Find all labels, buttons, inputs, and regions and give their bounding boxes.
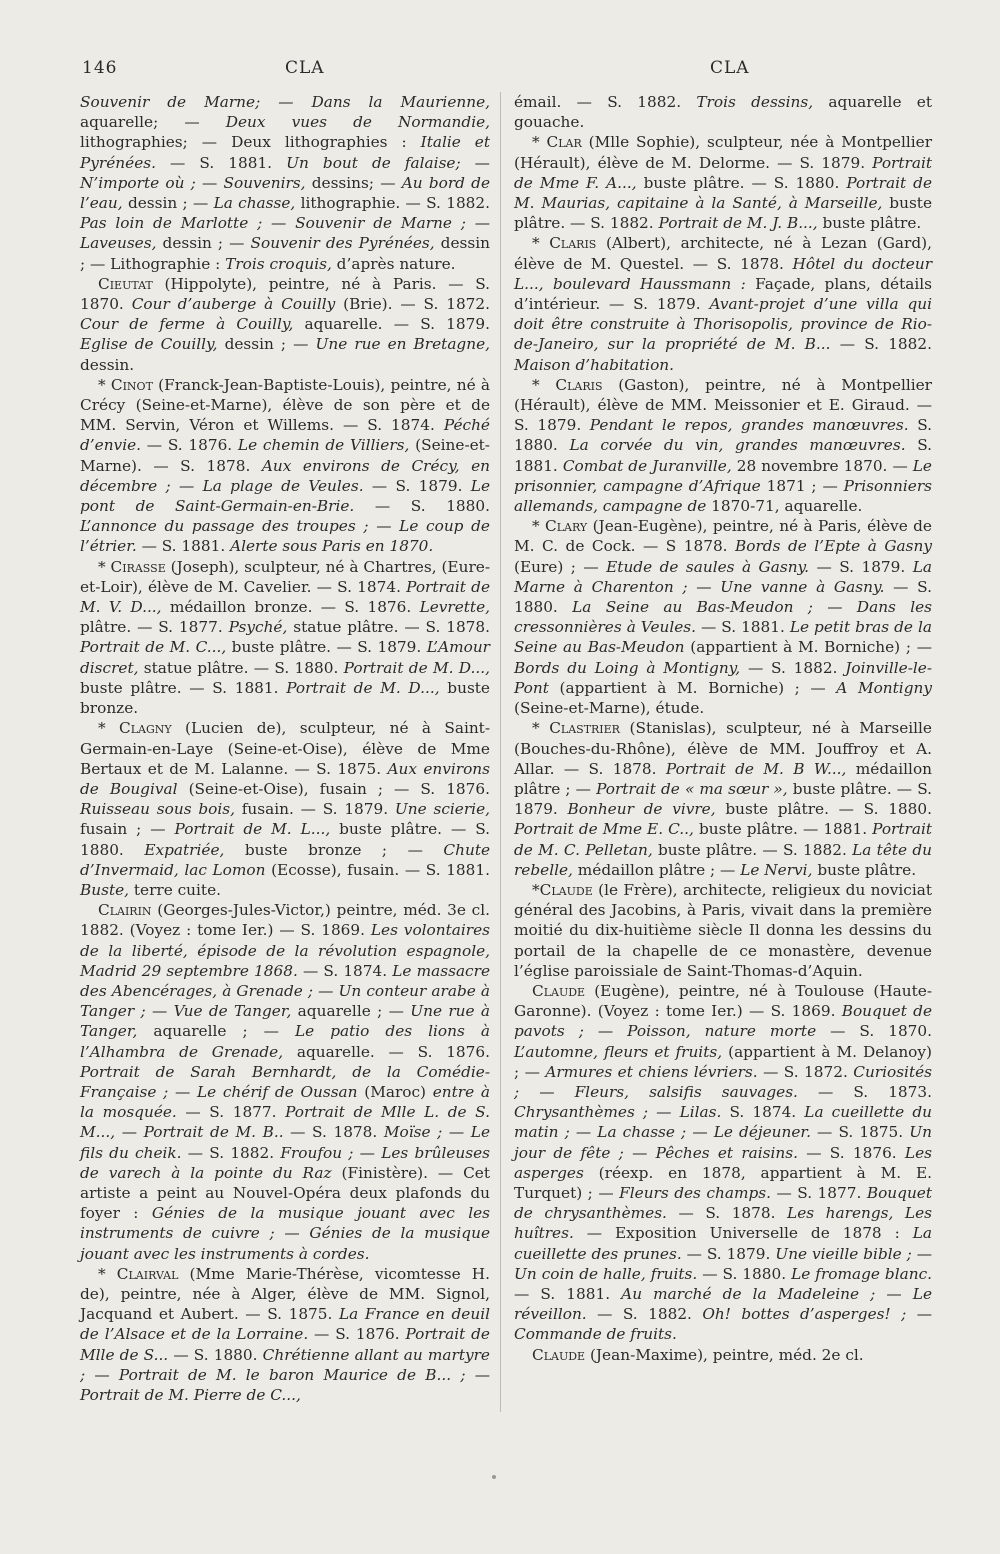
running-head-right: CLA — [710, 58, 750, 78]
entry-text: buste plâtre. — S. 1880. — [80, 820, 490, 859]
entry-name: * Cinot — [98, 375, 153, 394]
work-title: Une scierie, — [394, 800, 490, 819]
entry-text: (Georges-Jules-Victor,) peintre, méd. 3e cl. 1882. (Voyez : tome Ier.) — S. 1869. — [80, 901, 490, 940]
entry-text: statue plâtre. — S. 1880. — [138, 658, 344, 677]
entry-text: aquarelle. — S. 1879. — [293, 315, 490, 334]
work-title: Deux vues de Normandie, — [225, 113, 491, 132]
entry-name: Cieutat — [98, 274, 153, 293]
work-title: La chasse, — [213, 194, 296, 213]
entry-text: — S. 1881. — [696, 618, 790, 637]
work-title: Le massacre des Abencérages, à Grenade ; — Un conteur arabe à Tanger ; — Vue de Tanger, — [80, 961, 490, 1021]
work-title: La cueillette des prunes. — [514, 1224, 932, 1263]
work-title: L’automne, fleurs et fruits, — [514, 1042, 723, 1061]
work-title: Trois croquis, — [225, 254, 332, 273]
work-title: Moïse ; — Le fils du cheik. — [80, 1123, 490, 1162]
work-title: Portrait de Mlle L. de S. M..., — Portrait de M. B.. — [80, 1103, 490, 1142]
entry-text: S. 1880. — [514, 416, 932, 455]
entry-text: aquarelle ; — — [137, 1022, 295, 1041]
entry-text: — S. 1880. — [168, 1345, 263, 1364]
entry-text: — S. 1877. — [176, 1103, 286, 1122]
entry-text: (Finistère). — Cet artiste a peint au Nouvel-Opéra deux plafonds du foyer : — [80, 1163, 490, 1223]
entry-text: — S. 1882. — [181, 1143, 281, 1162]
work-title: Portrait de Sarah Bernhardt, de la Comédie-Française ; — Le chérif de Oussan — [80, 1062, 490, 1101]
entry-name: Claude — [532, 981, 586, 1000]
work-title: Chrysanthèmes ; — Lilas. — [514, 1103, 722, 1122]
entry-text: (appartient à M. Borniche) ; — — [684, 638, 932, 657]
entry-text: lithographies; — Deux lithographies : — [80, 133, 421, 152]
work-title: Fleurs des champs. — [619, 1183, 771, 1202]
entry-text: (appartient à M. Delanoy) ; — — [514, 1042, 933, 1081]
right-column — [514, 92, 932, 1365]
work-title: Expatriée, — [144, 840, 225, 859]
work-title: Hôtel du docteur L..., boulevard Haussmann : — [514, 254, 933, 293]
entry-text: (Eure) ; — — [514, 557, 607, 576]
entry-text: aquarelle. — S. 1876. — [283, 1042, 490, 1061]
entry-text: buste plâtre. — [817, 214, 922, 233]
entry-name: Claude — [532, 1345, 586, 1364]
entry-text: — S. 1878. — [283, 1123, 384, 1142]
work-title: Cour de ferme à Couilly, — [80, 315, 294, 334]
work-title: La cueillette du matin ; — La chasse ; — Le déjeuner. — [514, 1103, 932, 1142]
work-title: Un bout de falaise; — N’importe où ; — [80, 153, 490, 192]
entry-text: (Mlle Sophie), sculpteur, née à Montpellier (Hérault), élève de M. Delorme. — S. 1879. — [514, 133, 932, 172]
work-title: Péché d’envie. — [80, 416, 490, 455]
work-title: La France en deuil de l’Alsace et de la Lorraine. — [80, 1305, 490, 1344]
work-title: Souvenirs, — [223, 173, 306, 192]
entry-text: médaillon plâtre ; — — [572, 860, 741, 879]
entry-text: (Mme Marie-Thérèse, vicomtesse H. de), peintre, née à Alger, élève de MM. Signol, Jacquand et Aubert. — S. 1875. — [80, 1264, 490, 1324]
work-title: entre à la mosquée. — [80, 1082, 490, 1122]
work-title: Alerte sous Paris en 1870. — [230, 537, 434, 556]
entry-text: (Maroc) — [357, 1082, 433, 1101]
entry-text: dessins; — — [305, 173, 402, 192]
work-title: Portrait de M. D..., — [343, 658, 490, 677]
entry-text: — S. 1882. — [586, 1305, 703, 1324]
entry-text: (Jean-Eugène), peintre, né à Paris, élève de M. C. de Cock. — S 1878. — [514, 517, 932, 556]
work-title: Bouquet de pavots ; — Poisson, nature morte — [514, 1002, 932, 1041]
entry-text: d’après nature. — [331, 254, 456, 273]
entry — [514, 516, 932, 718]
work-title: Le fromage blanc. — [791, 1264, 932, 1283]
work-title: Ruisseau sous bois, — [80, 800, 235, 819]
entry-text: buste plâtre. — S. 1881. — [80, 678, 287, 697]
entry-text: — S. 1872. — [757, 1062, 854, 1081]
work-title: Buste, — [80, 880, 130, 899]
work-title: Portrait de M. C..., — [80, 638, 227, 657]
entry-text: dessin ; — — [122, 194, 214, 213]
entry-text: (Seine-et-Marne), étude. — [514, 699, 705, 718]
entry-text: buste plâtre. — S. 1879. — [514, 779, 932, 819]
entry — [80, 557, 490, 719]
work-title: Le pont de Saint-Germain-en-Brie. — [80, 476, 490, 516]
work-title: Trois dessins, — [696, 93, 814, 111]
work-title: Prisonniers allemands, campagne de — [514, 476, 932, 516]
work-title: Les volontaires de la liberté, épisode de la révolution espagnole, Madrid 29 septembre 1868. — [80, 921, 490, 980]
work-title: Les asperges — [514, 1143, 932, 1182]
entry-text: lithographie. — S. 1882. — [295, 194, 491, 213]
entry-name: * Clastrier — [532, 719, 620, 738]
entry-text: aquarelle; — — [80, 113, 226, 132]
entry-text: buste plâtre. — [812, 860, 917, 879]
entry-text: buste plâtre. — S. 1879. — [226, 638, 427, 657]
entry-text: — S. 1877. — [770, 1183, 867, 1202]
entry-text: — S. 1879. — [809, 557, 913, 576]
entry-text: dessin ; — — [217, 335, 316, 354]
entry-text: buste plâtre. — S. 1882. — [514, 194, 932, 233]
work-title: Bords du Loing à Montigny, — [514, 658, 741, 677]
work-title: Cour d’auberge à Couilly — [131, 295, 336, 314]
work-title: Portrait de M. J. B..., — [658, 214, 818, 233]
entry-text: (Brie). — S. 1872. — [335, 295, 490, 314]
entry-text: buste bronze ; — — [224, 840, 444, 859]
work-title: Le Nervi, — [740, 860, 813, 879]
work-title: Psyché, — [228, 618, 288, 637]
work-title: Pas loin de Marlotte ; — Souvenir de Marne ; — Laveuses, — [80, 214, 490, 253]
work-title: Bouquet de chrysanthèmes. — [514, 1183, 933, 1223]
entry-text: médaillon bronze. — S. 1876. — [161, 598, 420, 617]
work-title: Une vieille bible ; — Un coin de halle, fruits. — [514, 1244, 933, 1283]
entry — [80, 375, 490, 557]
work-title: Portrait de M. L..., — [174, 820, 331, 839]
page-number: 146 — [82, 58, 118, 78]
entry — [80, 900, 490, 1264]
work-title: Etude de saules à Gasny. — [606, 557, 810, 576]
entry-name: * Claris — [532, 234, 597, 253]
work-title: Le patio des lions à l’Alhambra de Grenade, — [80, 1022, 490, 1061]
work-title: Au bord de l’eau, — [80, 173, 491, 213]
work-title: Joinville-le-Pont — [514, 658, 932, 697]
work-title: Au marché de la Madeleine ; — Le réveillon. — [514, 1284, 933, 1324]
entry-text: (Jean-Maxime), peintre, méd. 2e cl. — [585, 1345, 864, 1364]
entry — [514, 233, 932, 374]
entry-text: (appartient à M. Borniche) ; — — [548, 678, 837, 697]
running-head-left: CLA — [285, 58, 325, 78]
entry-text: buste plâtre. — S. 1880. — [636, 173, 847, 192]
work-title: Aux environs de Crécy, en décembre ; — La plage de Veules. — [80, 456, 491, 495]
work-title: Bords de l’Epte à Gasny — [735, 537, 932, 556]
work-title: Oh! bottes d’asperges! ; — Commande de fruits. — [514, 1305, 932, 1344]
entry-text: — S. 1870. — [816, 1022, 932, 1041]
entry-text: (Seine-et-Marne). — S. 1878. — [80, 436, 490, 475]
entry-text: S. 1881. — [514, 436, 932, 475]
work-title: Bonheur de vivre, — [567, 800, 716, 819]
work-title: Une rue à Tanger, — [80, 1002, 490, 1041]
work-title: La corvée du vin, grandes manœuvres. — [569, 436, 906, 455]
entry-text: statue plâtre. — S. 1878. — [287, 618, 491, 637]
entry-text: (réexp. en 1878, appartient à M. E. Turquet) ; — — [514, 1163, 932, 1202]
work-title: Portrait de M. D..., — [286, 678, 440, 697]
entry-text: (Gaston), peintre, né à Montpellier (Hérault), élève de MM. Meissonier et E. Giraud. — S. 1879. — [514, 375, 932, 435]
work-title: Portrait de M. Maurias, capitaine à la Santé, à Marseille, — [514, 173, 932, 213]
entry-name: * Clagny — [98, 719, 172, 738]
entry-name: * Clary — [532, 517, 588, 536]
entry-text: — S. 1873. — [797, 1082, 932, 1101]
entry-text: (Joseph), sculpteur, né à Chartres, (Eure-et-Loir), élève de M. Cavelier. — S. 1874. — [80, 557, 490, 596]
entry-name: * Clairval — [98, 1264, 179, 1283]
work-title: Maison d’habitation. — [514, 355, 674, 374]
entry-text: — S. 1879. — [363, 476, 471, 495]
work-title: Un jour de fête ; — Pêches et raisins. — [514, 1123, 932, 1162]
entry-text: — S. 1876. — [141, 436, 238, 455]
work-title: A Montigny — [836, 678, 932, 697]
entry-text: fusain ; — — [80, 820, 175, 839]
work-title: Aux environs de Bougival — [80, 759, 490, 798]
work-title: Chute d’Invermaid, lac Lomon — [80, 840, 491, 879]
work-title: La tête du rebelle, — [514, 840, 932, 879]
entry — [80, 92, 490, 274]
entry-text: S. 1874. — [721, 1103, 805, 1122]
entry-text: (Albert), architecte, né à Lezan (Gard), élève de M. Questel. — S. 1878. — [514, 234, 932, 273]
entry — [514, 375, 932, 516]
entry-text: — S. 1882. — [740, 658, 846, 677]
work-title: Portrait de Mme F. A..., — [514, 153, 932, 192]
entry-text: — S. 1881. — [155, 153, 287, 172]
entry-text: dessin ; — — [156, 234, 251, 253]
entry — [514, 718, 932, 880]
entry-text: (Hippolyte), peintre, né à Paris. — S. 1870. — [80, 274, 490, 314]
entry-text: — S. 1879. — [681, 1244, 776, 1263]
work-title: Italie et Pyrénées. — [80, 133, 490, 172]
work-title: Portrait de M. C. Pelletan, — [514, 820, 932, 859]
work-title: Portrait de Mme E. C.., — [514, 820, 694, 839]
left-column — [80, 92, 490, 1405]
entry-text: — S. 1882. — [830, 335, 932, 354]
entry — [80, 718, 490, 900]
entry-text: — S. 1880. — [697, 1264, 792, 1283]
entry-text: (Eugène), peintre, né à Toulouse (Haute-Garonne). (Voyez : tome Ier.) — S. 1869. — [514, 981, 932, 1021]
entry-text: (Seine-et-Oise), fusain ; — S. 1876. — [177, 779, 490, 798]
entry-text: — S. 1875. — [810, 1123, 910, 1142]
work-title: Combat de Juranville, — [562, 456, 732, 475]
work-title: Portrait de M. V. D..., — [80, 577, 490, 617]
entry-text: (Stanislas), sculpteur, né à Marseille (Bouches-du-Rhône), élève de MM. Jouffroy et A. Allar. — S. 1878. — [514, 719, 932, 778]
entry-name: * Claris — [532, 375, 603, 394]
entry-text: émail. — S. 1882. — [514, 93, 697, 111]
entry-text: terre cuite. — [129, 880, 221, 899]
column-divider — [500, 92, 501, 1412]
entry-name: * Clar — [532, 133, 582, 152]
entry-text: plâtre. — S. 1877. — [80, 618, 229, 637]
entry-text: — S. 1880. — [514, 577, 932, 617]
work-title: Portrait de Mlle de S... — [80, 1325, 490, 1364]
entry-text: buste plâtre. — S. 1882. — [652, 840, 853, 859]
entry-text: 28 novembre 1870. — — [731, 456, 913, 475]
work-title: Le chemin de Villiers, — [237, 436, 410, 455]
work-title: Les harengs, Les huîtres. — [514, 1204, 932, 1243]
entry-text: Façade, plans, détails d’intérieur. — S. 1879. — [514, 274, 932, 314]
entry-text: (Ecosse), fusain. — S. 1881. — [265, 860, 490, 879]
work-title: Chrétienne allant au martyre ; — Portrait de M. le baron Maurice de B... ; — Portrait de M. Pierre de C..., — [80, 1345, 490, 1404]
entry-text: buste bronze. — [80, 678, 490, 718]
work-title: Portrait de M. B W..., — [665, 759, 847, 778]
entry — [80, 1264, 490, 1405]
entry-name: * Cirasse — [98, 557, 166, 576]
work-title: L’Amour discret, — [80, 638, 490, 677]
work-title: Eglise de Couilly, — [80, 335, 218, 354]
work-title: Souvenir de Marne; — Dans la Maurienne, — [80, 93, 490, 111]
work-title: Curiosités ; — Fleurs, salsifis sauvages. — [514, 1062, 932, 1101]
work-title: Pendant le repos, grandes manœuvres. — [589, 416, 909, 435]
work-title: Souvenir des Pyrénées, — [250, 234, 435, 253]
work-title: La Marne à Charenton ; — Une vanne à Gasny. — [514, 557, 932, 596]
entry-text: médaillon plâtre ; — — [514, 759, 933, 798]
work-title: Armures et chiens lévriers. — [545, 1062, 758, 1081]
entry-text: — S. 1880. — [354, 497, 490, 516]
work-title: Génies de la musique jouant avec les instruments de cuivre ; — Génies de la musique jouant avec les instruments à cordes. — [80, 1204, 490, 1263]
entry — [514, 1345, 932, 1365]
entry-text: 1870-71, aquarelle. — [706, 497, 863, 516]
entry-text: buste plâtre. — 1881. — [693, 820, 873, 839]
entry-text: fusain. — S. 1879. — [234, 800, 395, 819]
entry-text: (Franck-Jean-Baptiste-Louis), peintre, né à Crécy (Seine-et-Marne), élève de son père et de MM. Servin, Véron et Willems. — S. 1874. — [80, 375, 490, 435]
entry-text: aquarelle ; — — [291, 1002, 411, 1021]
entry-text: — S. 1881. — [514, 1284, 622, 1303]
work-title: Avant-projet d’une villa qui doit être construite à Thorisopolis, province de Rio-de-Janeiro, sur la propriété de M. B... — [514, 295, 932, 354]
entry-text: dessin ; — Lithographie : — [80, 234, 490, 273]
entry-text: — S. 1876. — [797, 1143, 905, 1162]
entry-text: — S. 1881. — [136, 537, 231, 556]
entry-text: (le Frère), architecte, religieux du noviciat général des Jacobins, à Paris, vivait dans la première moitié du dix-huitième siècle Il donna les dessins du portail de la chapelle de ce monastère, devenue l’église paroissiale de Saint-Thomas-d’Aquin. — [514, 880, 932, 980]
entry-text: — S. 1876. — [308, 1325, 406, 1344]
entry-text: — S. 1878. — [666, 1204, 788, 1223]
entry — [514, 880, 932, 981]
entry-text: buste plâtre. — S. 1880. — [715, 800, 932, 819]
work-title: Le petit bras de la Seine au Bas-Meudon — [514, 618, 932, 657]
entry-text: 1871 ; — — [760, 476, 844, 495]
entry-name: Clairin — [98, 901, 152, 920]
entry — [80, 274, 490, 375]
ink-speck — [492, 1475, 496, 1479]
work-title: La Seine au Bas-Meudon ; — Dans les cressonnières à Veules. — [514, 598, 933, 637]
entry-text: — Exposition Universelle de 1878 : — [573, 1224, 913, 1243]
entry — [514, 981, 932, 1345]
entry-text: — S. 1874. — [297, 961, 393, 980]
entry-text: aquarelle et gouache. — [514, 93, 932, 132]
work-title: Froufou ; — Les brûleuses de varech à la pointe du Raz — [80, 1143, 490, 1182]
entry-text: — — [195, 173, 224, 192]
work-title: Le prisonnier, campagne d’Afrique — [514, 456, 932, 495]
work-title: Levrette, — [419, 598, 490, 617]
work-title: Portrait de « ma sœur », — [596, 779, 788, 798]
work-title: L’annonce du passage des troupes ; — Le coup de l’étrier. — [80, 517, 490, 556]
entry-name: *Claude — [532, 880, 593, 899]
entry-text: (Lucien de), sculpteur, né à Saint-Germain-en-Laye (Seine-et-Oise), élève de Mme Bertaux et de M. Lalanne. — S. 1875. — [80, 719, 491, 778]
entry — [514, 132, 932, 233]
work-title: Une rue en Bretagne, — [315, 335, 490, 354]
entry-text: dessin. — [80, 355, 135, 374]
entry — [514, 92, 932, 132]
